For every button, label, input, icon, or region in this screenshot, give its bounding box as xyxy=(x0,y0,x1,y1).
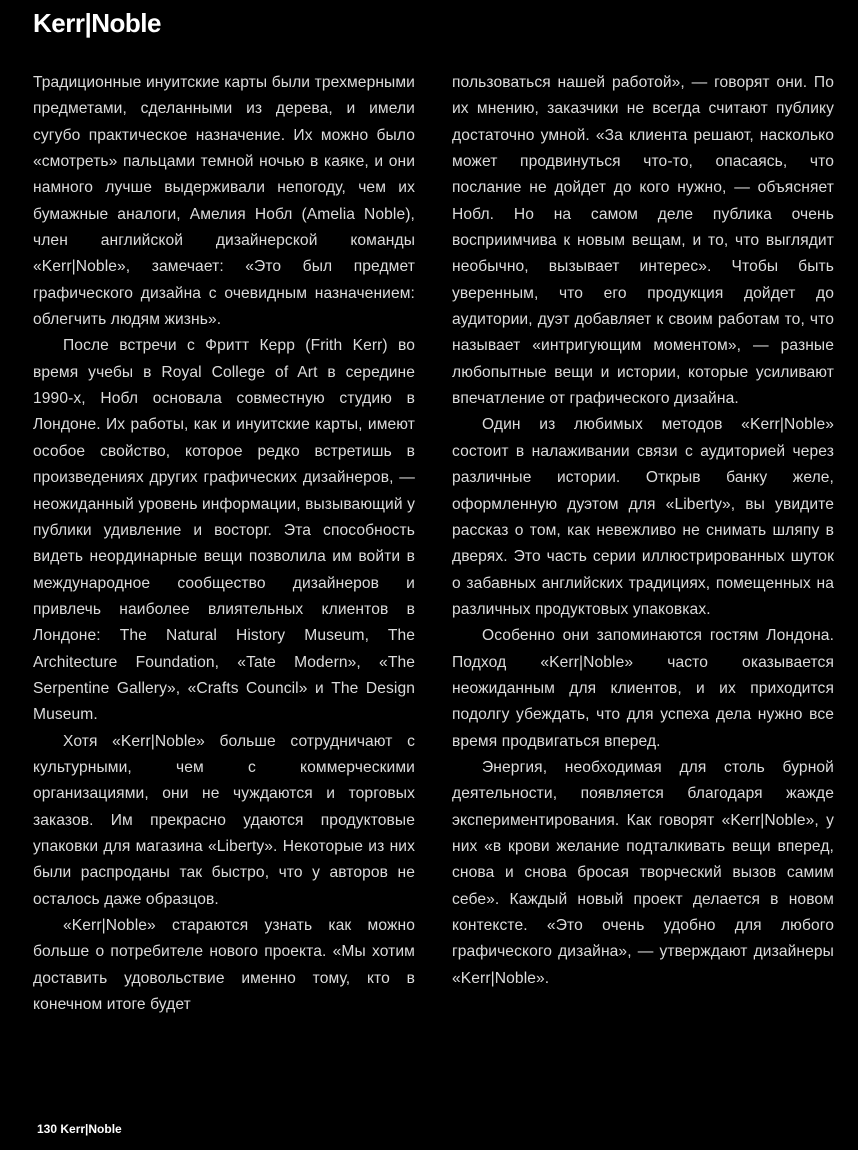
paragraph: Традиционные инуитские карты были трехмерными предметами, сделанными из дерева, и имели сугубо практическое назначение. Их можно было «смотреть» пальцами темной ночью в каяке, и они намного лучше выдерживали непогоду, чем их бумажные аналоги, Амелия Нобл (Amelia Noble), член английской дизайнерской команды «Kerr|Noble», замечает: «Это был предмет графического дизайна с очевидным назначением: облегчить людям жизнь». xyxy=(33,74,415,329)
article-column-left xyxy=(33,70,415,1018)
paragraph: Один из любимых методов «Kerr|Noble» состоит в налаживании связи с аудиторией через различные истории. Открыв банку желе, оформленную дуэтом для «Liberty», вы увидите рассказ о том, как невежливо не снимать шляпу в дверях. Это часть серии иллюстрированных шуток о забавных английских традициях, помещенных на различных продуктовых упаковках. xyxy=(452,416,834,618)
page-title: Kerr|Noble xyxy=(33,8,161,38)
paragraph: пользоваться нашей работой», — говорят они. По их мнению, заказчики не всегда считают публику достаточно умной. «За клиента решают, насколько может продвинуться что-то, опасаясь, что послание не дойдет до кого нужно, — объясняет Нобл. Но на самом деле публика очень восприимчива к новым вещам, и то, что выглядит необычно, вызывает интерес». Чтобы быть уверенным, что его продукция дойдет до аудитории, дуэт добавляет к своим работам то, что называет «интригующим моментом», — разные любопытные вещи и истории, которые усиливают впечатление от графического дизайна. xyxy=(452,74,834,408)
page-footer: 130 Kerr|Noble xyxy=(37,1122,122,1136)
paragraph: «Kerr|Noble» стараются узнать как можно больше о потребителе нового проекта. «Мы хотим доставить удовольствие именно тому, кто в конечном итоге будет xyxy=(33,917,415,1014)
article-column-right xyxy=(452,70,834,992)
paragraph: После встречи с Фритт Керр (Frith Kerr) во время учебы в Royal College of Art в середине 1990-х, Нобл основала совместную студию в Лондоне. Их работы, как и инуитские карты, имеют особое свойство, которое редко встретишь в произведениях других графических дизайнеров, — неожиданный уровень информации, вызывающий у публики удивление и восторг. Эта способность видеть неординарные вещи позволила им войти в международное сообщество дизайнеров и привлечь наиболее влиятельных клиентов в Лондоне: The Natural History Museum, The Architecture Foundation, «Tate Modern», «The Serpentine Gallery», «Crafts Council» и The Design Museum. xyxy=(33,337,415,724)
paragraph: Хотя «Kerr|Noble» больше сотрудничают с культурными, чем с коммерческими организациями, они не чуждаются и торговых заказов. Им прекрасно удаются продуктовые упаковки для магазина «Liberty». Некоторые из них были распроданы так быстро, что у авторов не осталось даже образцов. xyxy=(33,732,415,908)
paragraph: Энергия, необходимая для столь бурной деятельности, появляется благодаря жажде экспериментирования. Как говорят «Kerr|Noble», у них «в крови желание подталкивать вещи вперед, снова и снова бросая творческий вызов самим себе». Каждый новый проект делается в новом контексте. «Это очень удобно для любого графического дизайна», — утверждают дизайнеры «Kerr|Noble». xyxy=(452,758,834,987)
paragraph: Особенно они запоминаются гостям Лондона. Подход «Kerr|Noble» часто оказывается неожиданным для клиентов, и их приходится подолгу убеждать, что для успеха дела нужно все время продвигаться вперед. xyxy=(452,627,834,750)
